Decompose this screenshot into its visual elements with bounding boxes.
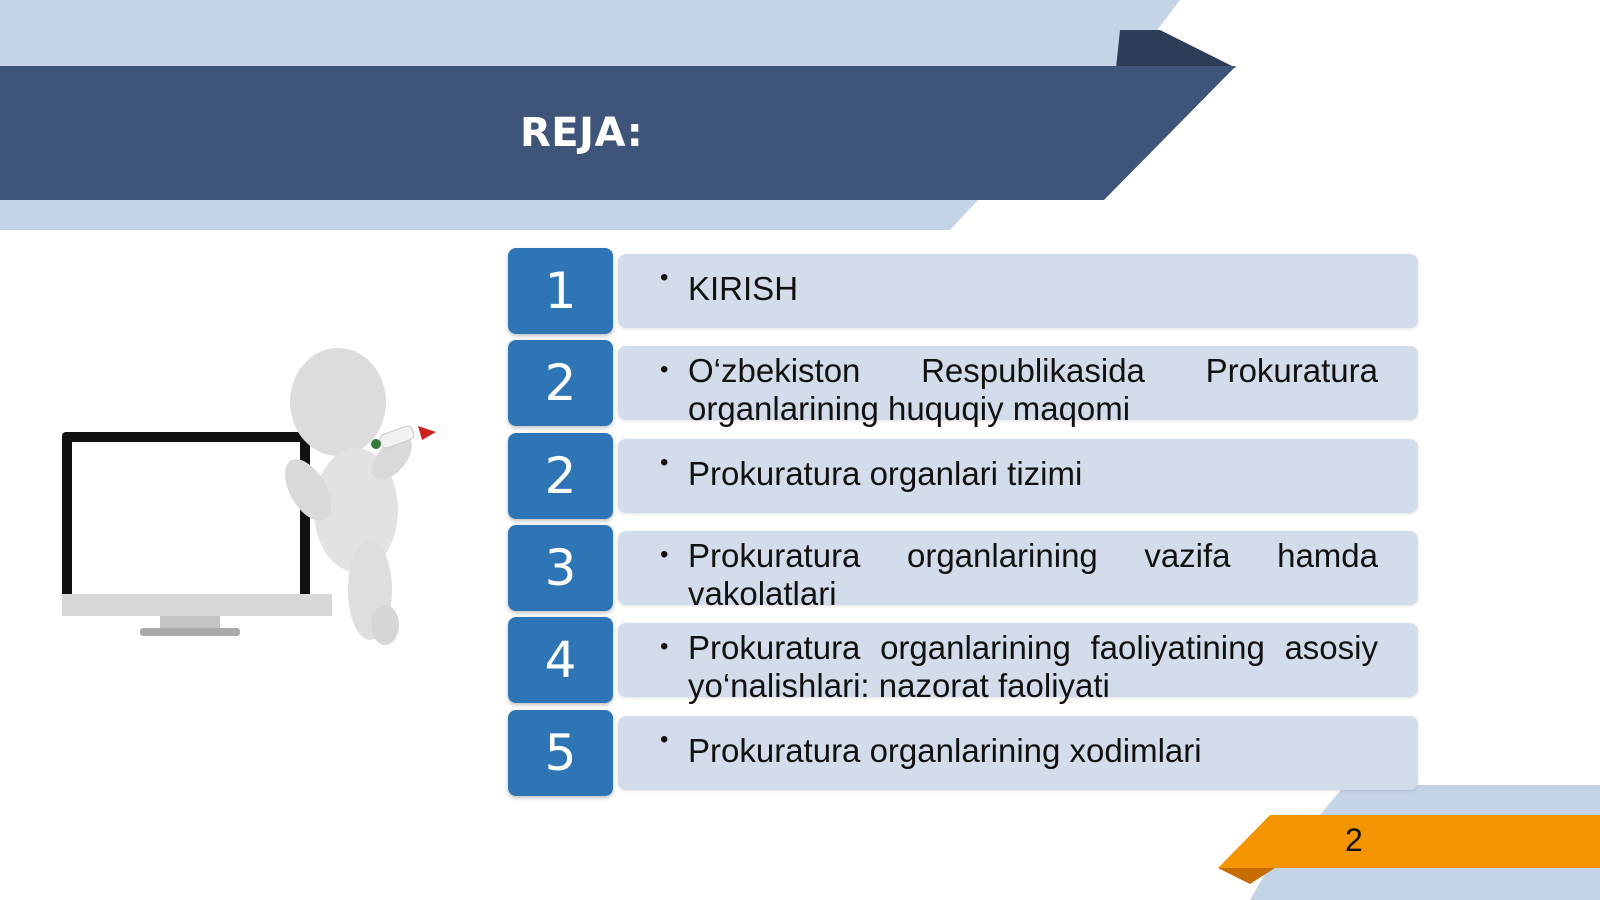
- agenda-number-badge: 4: [508, 617, 613, 703]
- agenda-number-badge: 2: [508, 433, 613, 519]
- monitor-stand-base: [140, 628, 240, 636]
- agenda-item-box: [618, 346, 1418, 427]
- figure-foot: [371, 605, 399, 645]
- bullet-icon: •: [660, 356, 669, 383]
- bullet-icon: •: [660, 264, 669, 291]
- agenda-item: [508, 340, 1420, 426]
- agenda-item-box: [618, 716, 1418, 790]
- footer-orange-band: [1218, 815, 1600, 868]
- bullet-icon: •: [660, 726, 669, 753]
- marker-cap: [371, 439, 381, 449]
- monitor-stand-neck: [160, 616, 220, 630]
- agenda-item: [508, 433, 1420, 519]
- header-bottom-light-band: [0, 198, 980, 230]
- agenda-item-box: [618, 254, 1418, 328]
- bullet-icon: •: [660, 541, 669, 568]
- agenda-item-box: [618, 439, 1418, 513]
- agenda-item: [508, 617, 1420, 703]
- slide-title: REJA:: [520, 110, 644, 156]
- agenda-item: [508, 248, 1420, 334]
- agenda-item-text: Prokuratura organlarining faoliyatining asosiy yo‘nalishlari: nazorat faoliyati: [688, 629, 1378, 704]
- figure-head: [290, 348, 386, 456]
- agenda-item: [508, 525, 1420, 611]
- agenda-number-badge: 1: [508, 248, 613, 334]
- agenda-number-badge: 3: [508, 525, 613, 611]
- header-top-light-band: [0, 0, 1180, 66]
- bullet-icon: •: [660, 633, 669, 660]
- agenda-number-badge: 5: [508, 710, 613, 796]
- figure-illustration: [40, 340, 460, 660]
- page-number: 2: [1345, 822, 1363, 858]
- agenda-item-text: Prokuratura organlarining vazifa hamda vakolatlari: [688, 537, 1378, 612]
- agenda-item-text: O‘zbekiston Respublikasida Prokuratura organlarining huquqiy maqomi: [688, 352, 1378, 427]
- agenda-item-box: [618, 531, 1418, 612]
- monitor-bezel-bottom: [62, 594, 332, 616]
- agenda-item-box: [618, 623, 1418, 704]
- agenda-item-text: Prokuratura organlari tizimi: [688, 455, 1083, 492]
- agenda-item: [508, 710, 1420, 796]
- marker-tip: [418, 426, 436, 440]
- agenda-item-text: KIRISH: [688, 270, 799, 307]
- bullet-icon: •: [660, 449, 669, 476]
- agenda-number-badge: 2: [508, 340, 613, 426]
- agenda-item-text: Prokuratura organlarining xodimlari: [688, 732, 1202, 769]
- header-dark-tip: [1116, 30, 1236, 68]
- footer-light-band-bottom: [1250, 865, 1600, 900]
